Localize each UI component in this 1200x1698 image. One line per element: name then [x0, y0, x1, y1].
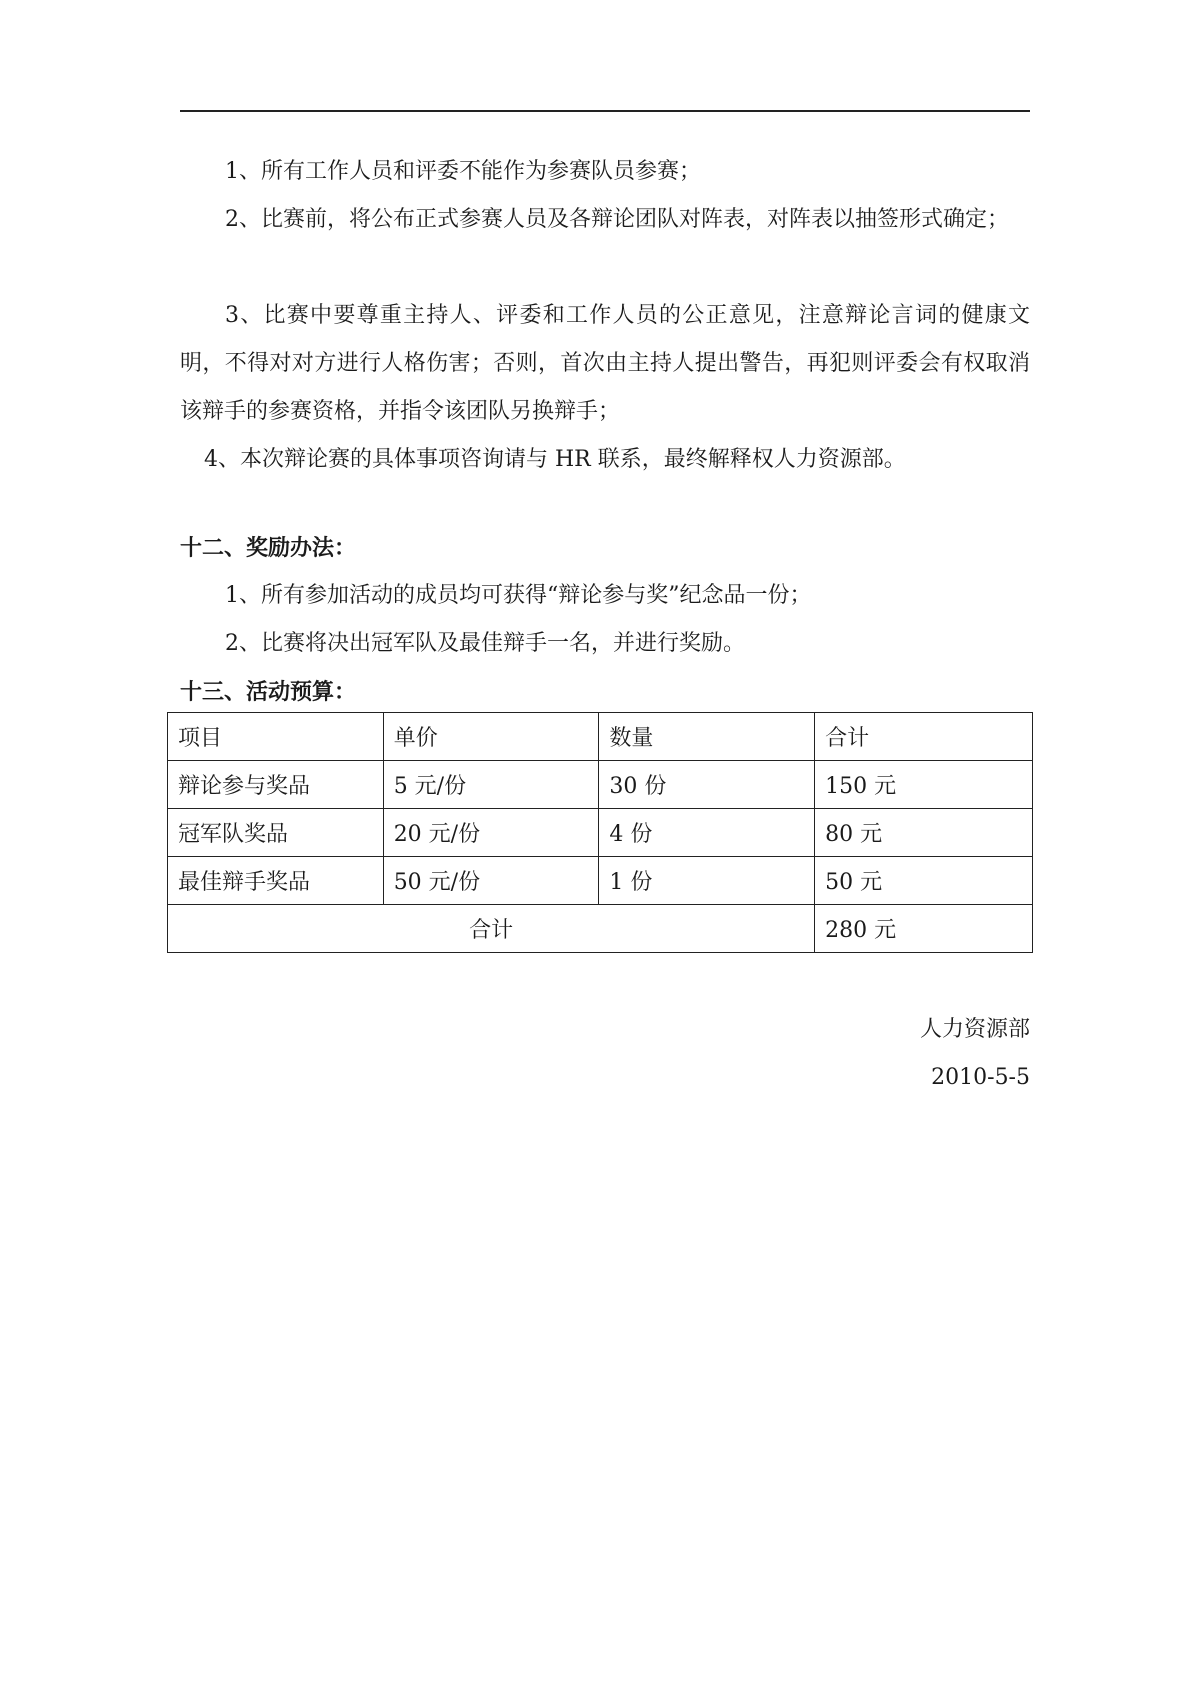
- cell-subtotal: 50 元: [815, 857, 1033, 905]
- table-header-row: [168, 713, 1033, 761]
- table-row: [168, 809, 1033, 857]
- cell-quantity: 30 份: [599, 761, 815, 809]
- cell-subtotal: 150 元: [815, 761, 1033, 809]
- header-quantity: 数量: [599, 713, 815, 761]
- table-row: [168, 857, 1033, 905]
- section-13-title: 十三、活动预算：: [180, 679, 357, 705]
- cell-unit-price: 20 元/份: [383, 809, 599, 857]
- signature-department: 人力资源部: [919, 1017, 1030, 1042]
- signature-date: 2010-5-5: [931, 1065, 1030, 1090]
- table-row: [168, 761, 1033, 809]
- cell-subtotal: 80 元: [815, 809, 1033, 857]
- reward-item-2: 2、比赛将决出冠军队及最佳辩手一名，并进行奖励。: [225, 631, 745, 656]
- header-subtotal: 合计: [815, 713, 1033, 761]
- rule-3: 3、比赛中要尊重主持人、评委和工作人员的公正意见，注意辩论言词的健康文明，不得对对方进行人格伤害；否则，首次由主持人提出警告，再犯则评委会有权取消该辩手的参赛资格，并指令该团队另换辩手；: [180, 303, 1030, 424]
- cell-unit-price: 50 元/份: [383, 857, 599, 905]
- budget-table: [167, 712, 1033, 953]
- table-total-row: [168, 905, 1033, 953]
- reward-item-1: 1、所有参加活动的成员均可获得“辩论参与奖”纪念品一份；: [225, 583, 812, 608]
- cell-item: 辩论参与奖品: [168, 761, 384, 809]
- rule-4: 4、本次辩论赛的具体事项咨询请与 HR 联系，最终解释权人力资源部。: [204, 447, 906, 472]
- total-value: 280 元: [815, 905, 1033, 953]
- cell-item: 冠军队奖品: [168, 809, 384, 857]
- header-rule: [180, 110, 1030, 112]
- header-item: 项目: [168, 713, 384, 761]
- total-label: 合计: [168, 905, 815, 953]
- rule-2: 2、比赛前，将公布正式参赛人员及各辩论团队对阵表，对阵表以抽签形式确定；: [225, 207, 1009, 232]
- header-unit-price: 单价: [383, 713, 599, 761]
- rule-1: 1、所有工作人员和评委不能作为参赛队员参赛；: [225, 159, 701, 184]
- cell-unit-price: 5 元/份: [383, 761, 599, 809]
- cell-quantity: 4 份: [599, 809, 815, 857]
- section-12-title: 十二、奖励办法：: [180, 535, 357, 561]
- cell-quantity: 1 份: [599, 857, 815, 905]
- cell-item: 最佳辩手奖品: [168, 857, 384, 905]
